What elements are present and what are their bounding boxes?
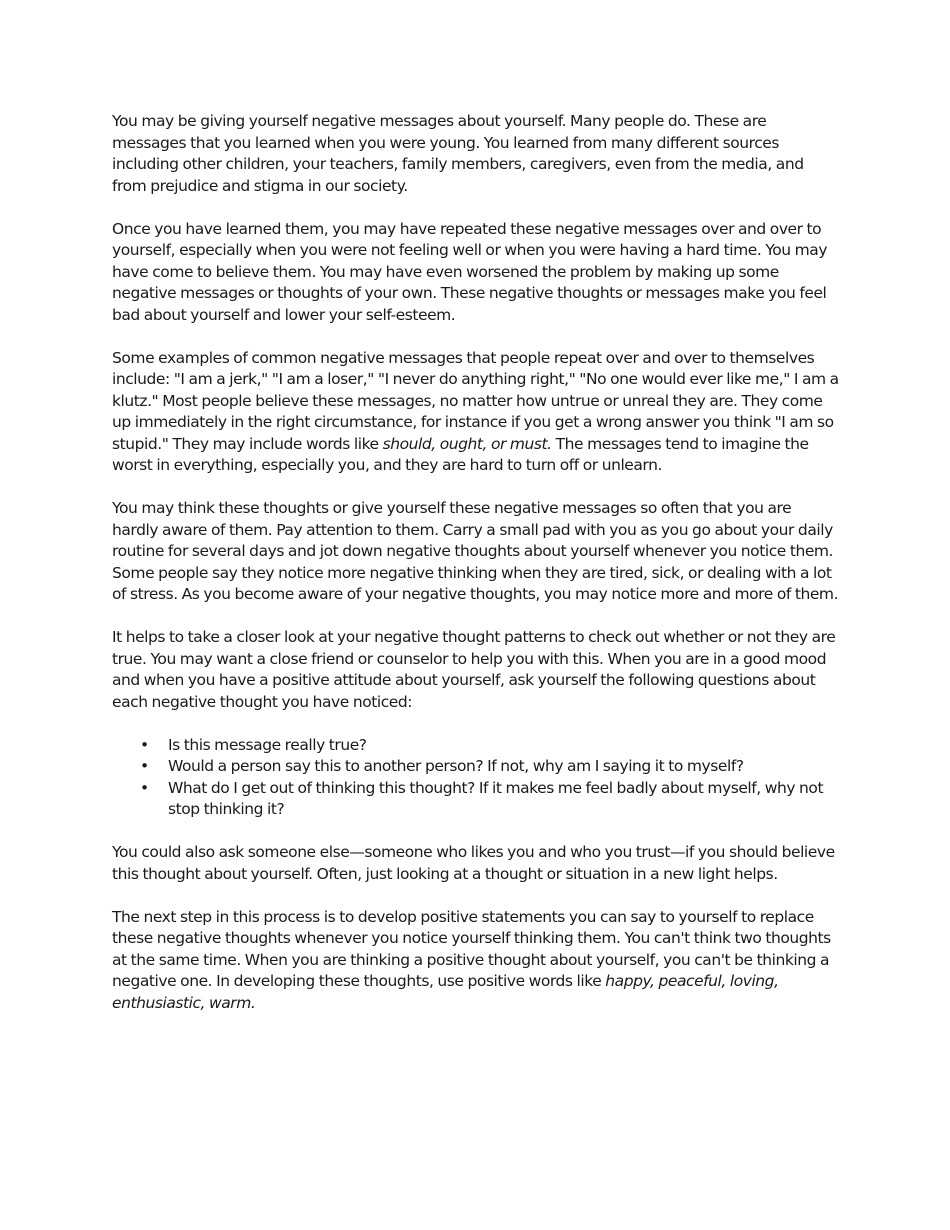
- list-item: [112, 778, 840, 821]
- paragraph-common-examples: [112, 348, 840, 477]
- paragraph-next-step: [112, 907, 840, 1015]
- paragraph-repeated-messages: Once you have learned them, you may have repeated these negative messages over and over to yourself, especially when you were not feeling well or when you were having a hard time. You may have come to believe them. You may have even worsened the problem by making up some negative messages or thoughts of your own. These negative thoughts or messages make you feel bad about yourself and lower your self-esteem.: [112, 219, 828, 324]
- document-page: [112, 111, 840, 1036]
- paragraph-negative-messages-intro: You may be giving yourself negative messages about yourself. Many people do. These are messages that you learned when you were young. You learned from many different sources including other children, your teachers, family members, caregivers, even from the media, and from prejudice and stigma in our society.: [112, 112, 804, 195]
- examples-italic-words: should, ought, or must.: [382, 434, 552, 453]
- bullet-icon: •: [140, 735, 149, 754]
- paragraph-awareness: You may think these thoughts or give yourself these negative messages so often that you are hardly aware of them. Pay attention to them. Carry a small pad with you as you go about your daily routine for several days and jot down negative thoughts about yourself whenever you notice them. Some people say they notice more negative thinking when they are tired, sick, or dealing with a lot of stress. As you become aware of your negative thoughts, you may notice more and more of them.: [112, 499, 839, 603]
- positive-words-italic: happy, peaceful, loving, enthusiastic, warm.: [112, 972, 779, 1012]
- list-item: [112, 756, 840, 778]
- list-item-text: Is this message really true?: [168, 735, 367, 754]
- list-item-text: Would a person say this to another person? If not, why am I saying it to myself?: [168, 757, 744, 775]
- question-list: [112, 735, 840, 821]
- next-step-text: The next step in this process is to develop positive statements you can say to yourself to replace these negative thoughts whenever you notice yourself thinking them. You can't think two thoughts at the same time. When you are thinking a positive thought about yourself, you can't be thinking a negative one. In developing these thoughts, use positive words like: [112, 907, 831, 990]
- examples-text-before: Some examples of common negative messages that people repeat over and over to themselves include: "I am a jerk," "I am a loser," "I never do anything right," "No one would ever like me," I am a klutz." Most people believe these messages, no matter how untrue or unreal they are. They come up immediately in the right circumstance, for instance if you get a wrong answer you think "I am so stupid." They may include words like: [112, 348, 839, 453]
- bullet-icon: •: [140, 757, 149, 775]
- examples-text-after: The messages tend to imagine the worst in everything, especially you, and they are hard to turn off or unlearn.: [112, 434, 809, 474]
- paragraph-closer-look: It helps to take a closer look at your negative thought patterns to check out whether or not they are true. You may want a close friend or counselor to help you with this. When you are in a good mood and when you have a positive attitude about yourself, ask yourself the following questions about each negative thought you have noticed:: [112, 628, 836, 711]
- list-item-text: What do I get out of thinking this thought? If it makes me feel badly about myself, why not stop thinking it?: [168, 778, 824, 818]
- bullet-icon: •: [140, 778, 149, 797]
- paragraph-ask-someone: You could also ask someone else—someone who likes you and who you trust—if you should believe this thought about yourself. Often, just looking at a thought or situation in a new light helps.: [112, 843, 835, 883]
- list-item: [112, 735, 840, 757]
